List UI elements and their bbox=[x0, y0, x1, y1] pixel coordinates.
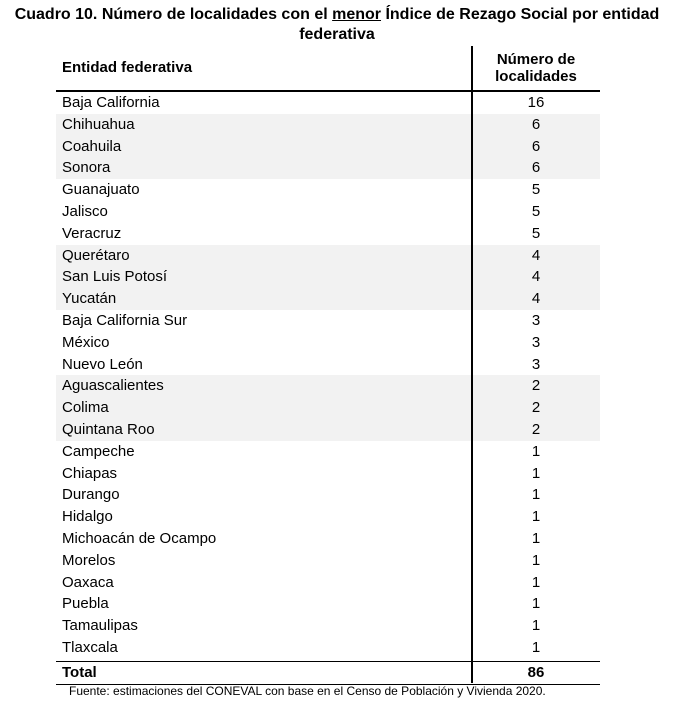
header-count bbox=[472, 51, 600, 85]
table-row bbox=[56, 419, 600, 441]
entity-cell: Yucatán bbox=[62, 290, 117, 308]
entity-cell: Aguascalientes bbox=[62, 377, 164, 395]
table-title-line1 bbox=[0, 5, 674, 25]
entity-cell: Coahuila bbox=[62, 137, 122, 155]
table-row bbox=[56, 397, 600, 419]
table-row bbox=[56, 179, 600, 201]
count-cell: 4 bbox=[531, 246, 541, 264]
entity-cell: Tlaxcala bbox=[62, 638, 118, 656]
table-row bbox=[56, 136, 600, 158]
table-row bbox=[56, 223, 600, 245]
count-cell: 5 bbox=[531, 202, 541, 220]
count-cell: 1 bbox=[531, 595, 541, 613]
table-row bbox=[56, 375, 600, 397]
entity-cell: México bbox=[62, 333, 110, 351]
table-row bbox=[56, 615, 600, 637]
table-row bbox=[56, 288, 600, 310]
entity-cell: Oaxaca bbox=[62, 573, 114, 591]
table-row bbox=[56, 354, 600, 376]
table-row bbox=[56, 593, 600, 615]
count-cell: 1 bbox=[531, 508, 541, 526]
table-row bbox=[56, 114, 600, 136]
count-cell: 1 bbox=[531, 638, 541, 656]
table-row bbox=[56, 550, 600, 572]
table-row bbox=[56, 528, 600, 550]
count-cell: 1 bbox=[531, 617, 541, 635]
count-cell: 3 bbox=[531, 311, 541, 329]
entity-cell: Colima bbox=[62, 399, 109, 417]
table-row bbox=[56, 201, 600, 223]
table-row bbox=[56, 441, 600, 463]
table-row bbox=[56, 332, 600, 354]
count-cell: 6 bbox=[531, 115, 541, 133]
count-cell: 1 bbox=[531, 464, 541, 482]
header-count-line1: Número de bbox=[496, 51, 576, 68]
entity-cell: Quintana Roo bbox=[62, 420, 155, 438]
count-cell: 1 bbox=[531, 442, 541, 460]
table-row bbox=[56, 92, 600, 114]
table-row bbox=[56, 637, 600, 659]
table-row bbox=[56, 310, 600, 332]
entity-cell: Baja California bbox=[62, 94, 160, 111]
count-cell: 1 bbox=[531, 573, 541, 591]
entity-cell: Tamaulipas bbox=[62, 617, 138, 635]
header-entity: Entidad federativa bbox=[62, 59, 193, 76]
entity-cell: Baja California Sur bbox=[62, 311, 188, 329]
table-row bbox=[56, 572, 600, 594]
header-count-line2: localidades bbox=[495, 68, 577, 85]
table-title-line2: federativa bbox=[299, 26, 375, 43]
count-cell: 5 bbox=[531, 224, 541, 242]
count-cell: 1 bbox=[531, 529, 541, 547]
count-cell: 16 bbox=[527, 94, 545, 111]
entity-cell: Querétaro bbox=[62, 246, 130, 264]
count-cell: 1 bbox=[531, 486, 541, 504]
column-divider bbox=[471, 46, 473, 683]
count-cell: 2 bbox=[531, 377, 541, 395]
count-cell: 3 bbox=[531, 355, 541, 373]
count-cell: 2 bbox=[531, 420, 541, 438]
table-row bbox=[56, 266, 600, 288]
entity-cell: Hidalgo bbox=[62, 508, 113, 526]
table-header bbox=[56, 46, 600, 92]
entity-cell: Sonora bbox=[62, 159, 111, 177]
entity-cell: Chihuahua bbox=[62, 115, 135, 133]
count-cell: 1 bbox=[531, 551, 541, 569]
entity-cell: Campeche bbox=[62, 442, 135, 460]
count-cell: 3 bbox=[531, 333, 541, 351]
entity-cell: Chiapas bbox=[62, 464, 118, 482]
entity-cell: Puebla bbox=[62, 595, 109, 613]
count-cell: 6 bbox=[531, 159, 541, 177]
total-row bbox=[56, 661, 600, 685]
count-cell: 2 bbox=[531, 399, 541, 417]
entity-cell: Nuevo León bbox=[62, 355, 143, 373]
table-row bbox=[56, 506, 600, 528]
table-row bbox=[56, 157, 600, 179]
title-underlined: menor bbox=[332, 6, 382, 23]
entity-cell: Veracruz bbox=[62, 224, 122, 242]
table-row bbox=[56, 245, 600, 267]
source-note: Fuente: estimaciones del CONEVAL con base en el Censo de Población y Vivienda 2020. bbox=[69, 684, 546, 698]
entity-cell: Morelos bbox=[62, 551, 116, 569]
count-cell: 6 bbox=[531, 137, 541, 155]
table-row bbox=[56, 484, 600, 506]
count-cell: 4 bbox=[531, 290, 541, 308]
title-part1: Cuadro 10. Número de localidades con el bbox=[14, 6, 333, 23]
table-row bbox=[56, 463, 600, 485]
entity-cell: San Luis Potosí bbox=[62, 268, 168, 286]
title-part2: Índice de Rezago Social por entidad bbox=[381, 6, 660, 23]
table-title bbox=[0, 5, 674, 45]
entity-cell: Jalisco bbox=[62, 202, 108, 220]
table-body bbox=[56, 92, 600, 659]
entity-cell: Durango bbox=[62, 486, 120, 504]
total-value: 86 bbox=[527, 663, 545, 681]
entity-cell: Guanajuato bbox=[62, 181, 140, 199]
total-label: Total bbox=[62, 663, 97, 681]
entity-cell: Michoacán de Ocampo bbox=[62, 529, 217, 547]
count-cell: 5 bbox=[531, 181, 541, 199]
count-cell: 4 bbox=[531, 268, 541, 286]
data-table bbox=[56, 46, 600, 685]
